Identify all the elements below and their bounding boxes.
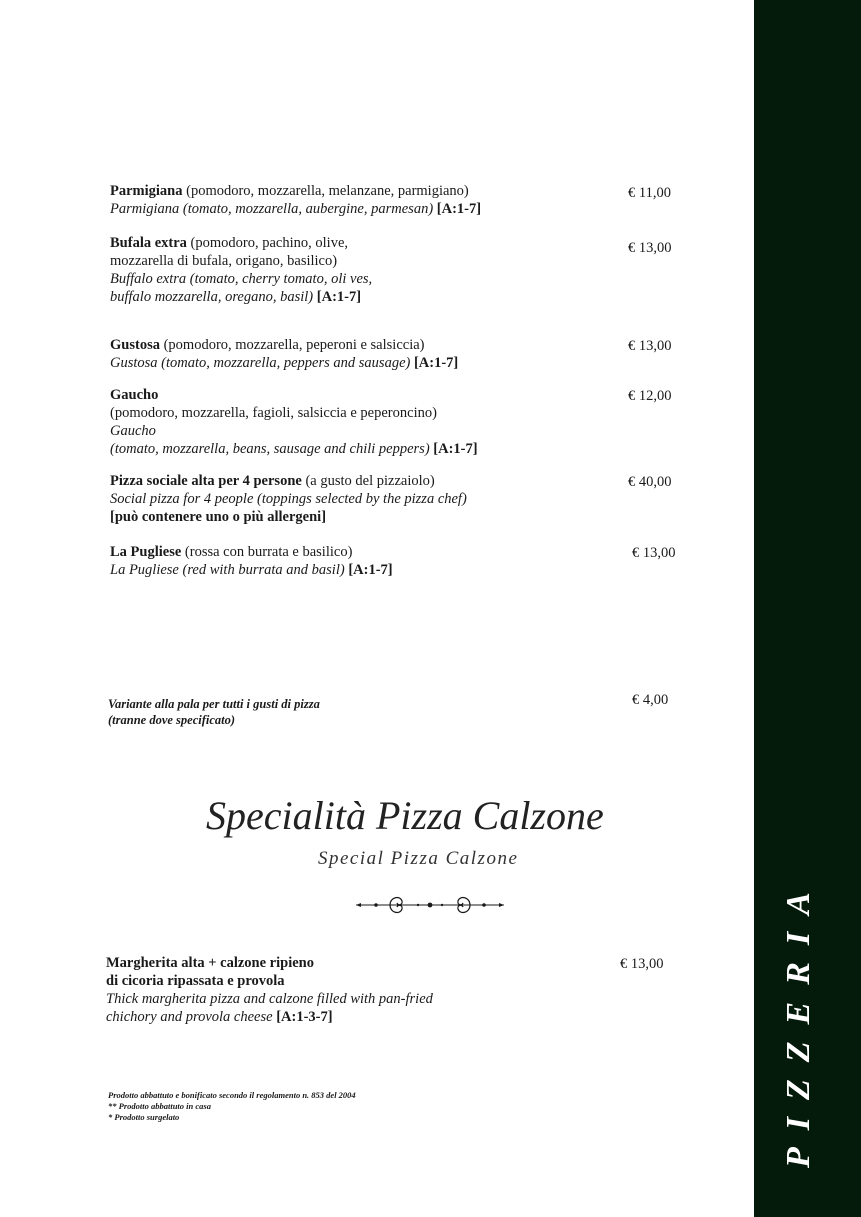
scroll-divider-ornament-icon: [354, 893, 506, 917]
item-description: (a gusto del pizzaiolo): [301, 473, 435, 489]
menu-item-gaucho: [110, 386, 478, 458]
item-translation: Buffalo extra (tomato, cherry tomato, oli ves,: [110, 271, 373, 287]
item-translation: Gustosa (tomato, mozzarella, peppers and sausage): [110, 355, 411, 371]
variant-note: [108, 696, 320, 728]
item-translation-2: (tomato, mozzarella, beans, sausage and chili peppers): [110, 441, 430, 457]
item-name: Parmigiana: [110, 183, 183, 199]
item-description: (pomodoro, mozzarella, fagioli, salsiccia e peperoncino): [110, 405, 437, 421]
item-price: € 12,00: [628, 388, 672, 404]
item-translation: Parmigiana (tomato, mozzarella, aubergine, parmesan): [110, 201, 434, 217]
item-name: Gustosa: [110, 337, 160, 353]
item-name: Gaucho: [110, 387, 159, 403]
item-translation: La Pugliese (red with burrata and basil): [110, 562, 345, 578]
item-allergens: [A:1-3-7]: [272, 1009, 333, 1025]
item-allergens: [A:1-7]: [433, 201, 482, 217]
item-price: € 13,00: [632, 545, 676, 561]
item-allergens: [può contenere uno o più allergeni]: [110, 509, 327, 525]
item-name: Pizza sociale alta per 4 persone: [110, 473, 302, 489]
sidebar-label: PIZZERIA: [780, 875, 817, 1168]
item-description: (rossa con burrata e basilico): [181, 544, 353, 560]
item-name: Bufala extra: [110, 235, 187, 251]
footnotes: [108, 1090, 356, 1123]
footnote-line-3: * Prodotto surgelato: [108, 1112, 180, 1122]
item-name: La Pugliese: [110, 544, 182, 560]
item-name-2: di cicoria ripassata e provola: [106, 973, 285, 989]
menu-item-parmigiana: [110, 182, 481, 218]
item-price: € 40,00: [628, 474, 672, 490]
item-translation-2: chichory and provola cheese: [106, 1009, 273, 1025]
menu-item-bufala-extra: [110, 234, 372, 306]
menu-item-la-pugliese: [110, 543, 393, 579]
section-title: Specialità Pizza Calzone: [206, 793, 604, 838]
item-allergens: [A:1-7]: [410, 355, 459, 371]
section-subtitle: Special Pizza Calzone: [318, 848, 519, 869]
item-description: (pomodoro, mozzarella, melanzane, parmigiano): [182, 183, 469, 199]
item-name: Margherita alta + calzone ripieno: [106, 955, 314, 971]
item-description-2: mozzarella di bufala, origano, basilico): [110, 253, 338, 269]
footnote-line-1: Prodotto abbattuto e bonificato secondo il regolamento n. 853 del 2004: [108, 1090, 356, 1100]
menu-item-margherita-calzone: [106, 954, 433, 1026]
item-translation: Thick margherita pizza and calzone filled with pan-fried: [106, 991, 433, 1007]
item-price: € 11,00: [628, 185, 671, 201]
item-price: € 13,00: [620, 956, 664, 972]
item-allergens: [A:1-7]: [344, 562, 393, 578]
variant-note-line-1: Variante alla pala per tutti i gusti di pizza: [108, 697, 320, 711]
menu-item-gustosa: [110, 336, 458, 372]
variant-note-line-2: (tranne dove specificato): [108, 713, 236, 727]
item-description: (pomodoro, mozzarella, peperoni e salsiccia): [159, 337, 425, 353]
item-translation: Social pizza for 4 people (toppings selected by the pizza chef): [110, 491, 467, 507]
item-translation: Gaucho: [110, 423, 156, 439]
item-price: € 13,00: [628, 240, 672, 256]
item-allergens: [A:1-7]: [313, 289, 362, 305]
variant-price: € 4,00: [632, 692, 669, 708]
item-description: (pomodoro, pachino, olive,: [186, 235, 349, 251]
item-translation-2: buffalo mozzarella, oregano, basil): [110, 289, 314, 305]
menu-item-pizza-sociale: [110, 472, 467, 526]
item-allergens: [A:1-7]: [429, 441, 478, 457]
footnote-line-2: ** Prodotto abbattuto in casa: [108, 1101, 211, 1111]
item-price: € 13,00: [628, 338, 672, 354]
